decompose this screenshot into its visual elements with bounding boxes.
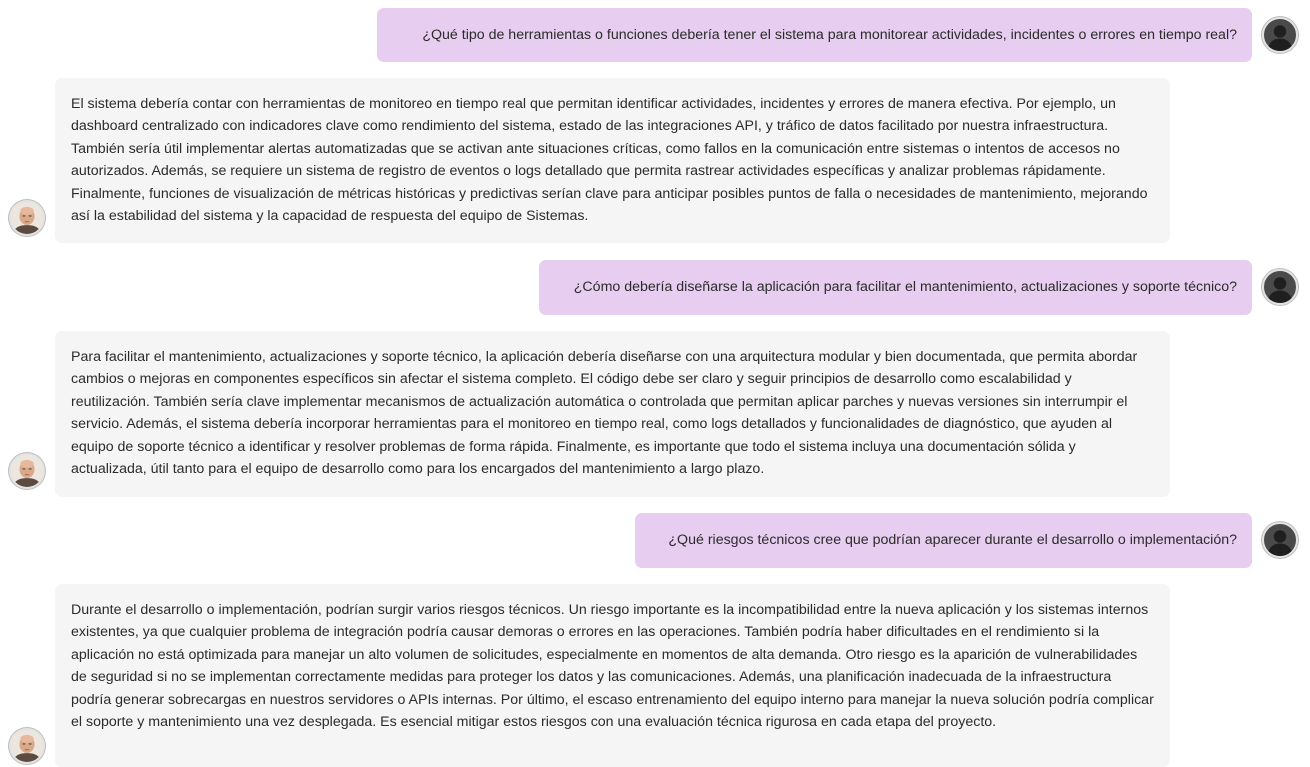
assistant-avatar-icon [9, 200, 45, 236]
assistant-message-text: Durante el desarrollo o implementación, podrían surgir varios riesgos técnicos. Un riesgo importante es la incompatibilidad entre la nueva aplicación y los sistemas internos existentes, ya que cualquier problema de integración podría causar demoras o errores en las operaciones. También podría haber dificultades en el rendimiento si la aplicación no está optimizada para manejar un alto volumen de solicitudes, especialmente en momentos de alta demanda. Otro riesgo es la aparición de vulnerabilidades de seguridad si no se implementan correctamente medidas para proteger los datos y las comunicaciones. Además, una planificación inadecuada de la infraestructura podría generar sobrecargas en nuestros servidores o APIs internas. Por último, el escaso entrenamiento del equipo interno para manejar la nueva solución podría complicar el soporte y mantenimiento una vez desplegada. Es esencial mitigar estos riesgos con una evaluación técnica rigurosa en cada etapa del proyecto. [71, 602, 1154, 731]
assistant-message-bubble [55, 331, 1170, 497]
user-message-text: ¿Cómo debería diseñarse la aplicación para facilitar el mantenimiento, actualizaciones y soporte técnico? [573, 279, 1237, 296]
user-message-bubble [635, 513, 1252, 568]
assistant-message-text: El sistema debería contar con herramientas de monitoreo en tiempo real que permitan identificar actividades, incidentes y errores de manera efectiva. Por ejemplo, un dashboard centralizado con indicadores clave como rendimiento del sistema, estado de las integraciones API, y tráfico de datos facilitado por nuestra infraestructura. También sería útil implementar alertas automatizadas que se activan ante situaciones críticas, como fallos en la comunicación entre sistemas o intentos de accesos no autorizados. Además, se requiere un sistema de registro de eventos o logs detallado que permita rastrear actividades específicas y analizar problemas rápidamente. Finalmente, funciones de visualización de métricas históricas y predictivas serían clave para anticipar posibles puntos de falla o necesidades de mantenimiento, mejorando así la estabilidad del sistema y la capacidad de respuesta del equipo de Sistemas. [71, 96, 1148, 225]
user-avatar-icon [1262, 17, 1298, 53]
user-message-text: ¿Qué riesgos técnicos cree que podrían aparecer durante el desarrollo o implementación? [668, 532, 1237, 549]
user-avatar-icon [1262, 522, 1298, 558]
assistant-message-bubble [55, 584, 1170, 767]
assistant-message-text: Para facilitar el mantenimiento, actualizaciones y soporte técnico, la aplicación debería diseñarse con una arquitectura modular y bien documentada, que permita abordar cambios o mejoras en componentes específicos sin afectar el sistema completo. El código debe ser claro y seguir principios de desarrollo como escalabilidad y reutilización. También sería clave implementar mecanismos de actualización automática o controlada que permitan aplicar parches y nuevas versiones sin interrumpir el servicio. Además, el sistema debería incorporar herramientas para el monitoreo en tiempo real, como logs detallados y funcionalidades de diagnóstico, que ayuden al equipo de soporte técnico a identificar y resolver problemas de forma rápida. Finalmente, es importante que todo el sistema incluya una documentación sólida y actualizada, útil tanto para el equipo de desarrollo como para los encargados del mantenimiento a largo plazo. [71, 349, 1138, 478]
bald-man-portrait-icon [11, 202, 43, 234]
bald-man-portrait-icon [11, 455, 43, 487]
assistant-avatar-icon [9, 453, 45, 489]
user-silhouette-icon [1264, 19, 1296, 51]
user-avatar-icon [1262, 269, 1298, 305]
user-silhouette-icon [1264, 271, 1296, 303]
user-message-bubble [377, 8, 1252, 62]
user-silhouette-icon [1264, 524, 1296, 556]
bald-man-portrait-icon [11, 730, 43, 762]
assistant-message-bubble [55, 78, 1170, 243]
user-message-text: ¿Qué tipo de herramientas o funciones debería tener el sistema para monitorear actividades, incidentes o errores en tiempo real? [422, 26, 1237, 43]
assistant-avatar-icon [9, 728, 45, 764]
user-message-bubble [539, 260, 1252, 315]
